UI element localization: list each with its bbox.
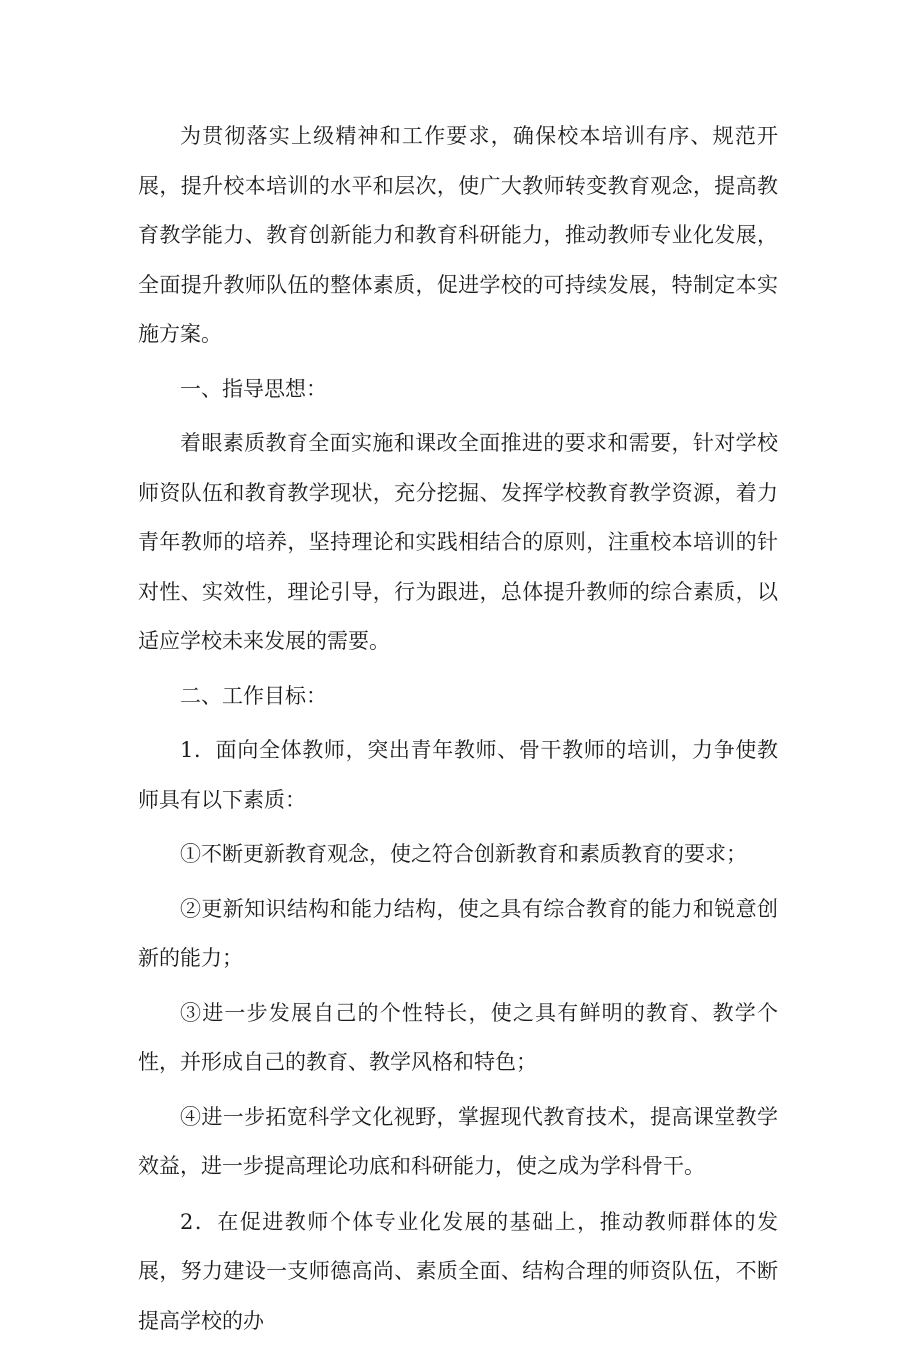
intro-paragraph: 为贯彻落实上级精神和工作要求，确保校本培训有序、规范开展，提升校本培训的水平和层次，使广大教师转变教育观念，提高教育教学能力、教育创新能力和教育科研能力，推动教师专业化发展，全面提升教师队伍的整体素质，促进学校的可持续发展，特制定本实施方案。 <box>138 112 778 360</box>
section-heading-guiding-ideology: 一、指导思想： <box>138 365 778 415</box>
goal-1-item: ③进一步发展自己的个性特长，使之具有鲜明的教育、教学个性，并形成自己的教育、教学风格和特色； <box>138 989 778 1088</box>
goal-1-item: ①不断更新教育观念，使之符合创新教育和素质教育的要求； <box>138 830 778 880</box>
goal-1-item: ②更新知识结构和能力结构，使之具有综合教育的能力和锐意创新的能力； <box>138 885 778 984</box>
guiding-ideology-paragraph: 着眼素质教育全面实施和课改全面推进的要求和需要，针对学校师资队伍和教育教学现状，充分挖掘、发挥学校教育教学资源，着力青年教师的培养，坚持理论和实践相结合的原则，注重校本培训的针对性、实效性，理论引导，行为跟进，总体提升教师的综合素质，以适应学校未来发展的需要。 <box>138 419 778 667</box>
goal-1-item: ④进一步拓宽科学文化视野，掌握现代教育技术，提高课堂教学效益，进一步提高理论功底和科研能力，使之成为学科骨干。 <box>138 1093 778 1192</box>
document-body <box>138 112 778 1346</box>
section-heading-work-goals: 二、工作目标： <box>138 672 778 722</box>
goal-1-paragraph: 1．面向全体教师，突出青年教师、骨干教师的培训，力争使教师具有以下素质： <box>138 726 778 825</box>
goal-2-paragraph: 2．在促进教师个体专业化发展的基础上，推动教师群体的发展，努力建设一支师德高尚、素质全面、结构合理的师资队伍，不断提高学校的办 <box>138 1198 778 1346</box>
